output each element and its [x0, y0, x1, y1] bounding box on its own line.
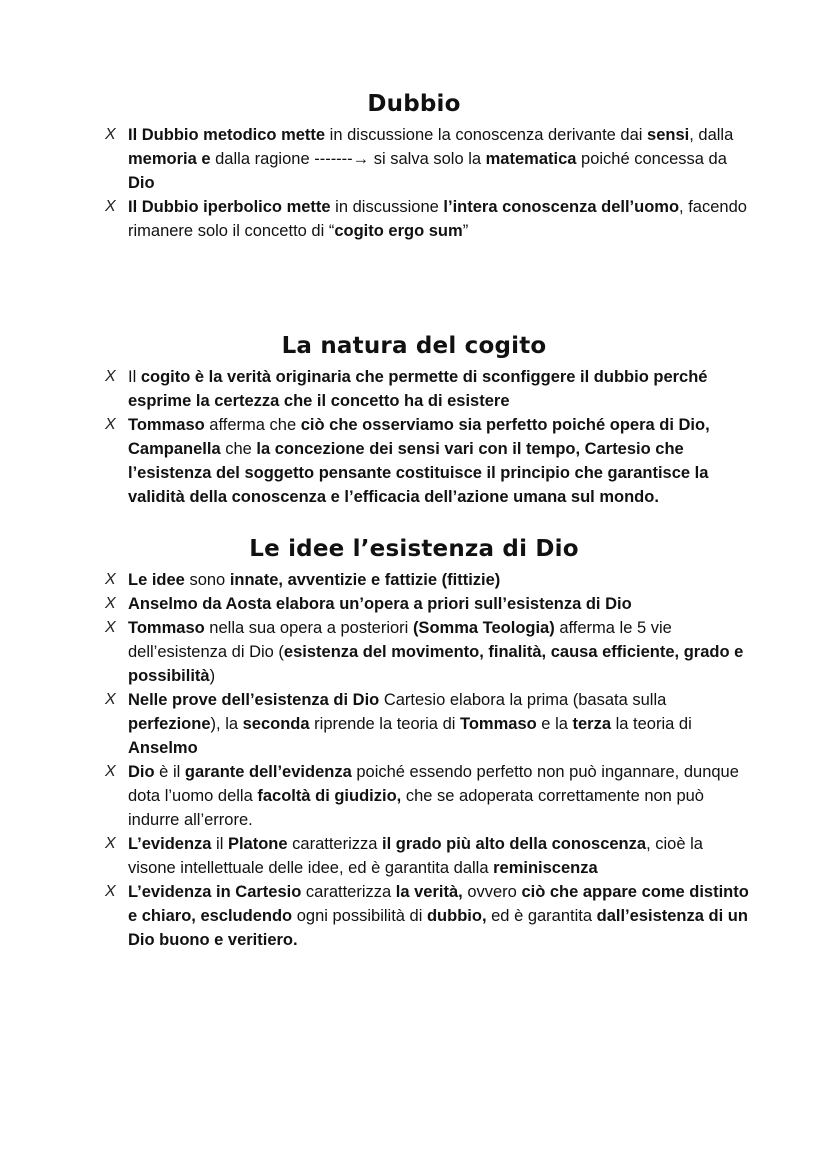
bold-text: garante dell’evidenza: [184, 763, 352, 781]
x-bullet-icon: X: [105, 835, 116, 852]
bold-text: perfezione: [128, 715, 211, 733]
list-item: [0, 568, 828, 592]
bullet-list: [0, 123, 828, 243]
text: in discussione la conoscenza derivante dai: [325, 126, 648, 144]
text: la teoria di: [611, 715, 692, 733]
text: che: [220, 440, 257, 458]
bold-text: innate, avventizie e fattizie (fittizie): [229, 571, 501, 589]
x-bullet-icon: X: [105, 368, 116, 385]
text: ogni possibilità di: [292, 907, 427, 925]
bold-text: sensi: [647, 126, 690, 144]
x-bullet-icon: X: [105, 619, 116, 636]
text: , facendo rimanere solo il concetto di “: [128, 198, 747, 240]
text: afferma che: [204, 416, 301, 434]
text: che se adoperata correttamente non può indurre all’errore.: [128, 787, 704, 829]
text: è il: [154, 763, 185, 781]
bold-text: Le idee: [128, 571, 185, 589]
text: ed è garantita: [486, 907, 597, 925]
section-dubbio: [0, 89, 828, 243]
bold-text: memoria e: [128, 150, 211, 168]
bold-text: il grado più alto della conoscenza: [382, 835, 647, 853]
text: , cioè la visone intellettuale delle idee, ed è garantita dalla: [128, 835, 703, 877]
x-bullet-icon: X: [105, 416, 116, 433]
list-item: [0, 880, 828, 952]
bold-text: ciò che appare come distinto e chiaro, escludendo: [128, 883, 749, 925]
text: Cartesio elabora la prima (basata sulla: [379, 691, 667, 709]
bold-text: Tommaso: [460, 715, 537, 733]
bold-text: Tommaso: [128, 619, 205, 637]
section-heading: Le idee l’esistenza di Dio: [249, 536, 579, 562]
bold-text: dubbio,: [426, 907, 487, 925]
list-item: [0, 413, 828, 509]
bold-text: la verità,: [395, 883, 463, 901]
list-item: [0, 195, 828, 243]
bold-text: seconda: [242, 715, 310, 733]
x-bullet-icon: X: [105, 198, 116, 215]
x-bullet-icon: X: [105, 691, 116, 708]
text: nella sua opera a posteriori: [204, 619, 413, 637]
text: Il: [128, 368, 141, 386]
bold-text: (Somma Teologia): [412, 619, 555, 637]
bold-text: Il Dubbio metodico mette: [128, 126, 326, 144]
text: in discussione: [330, 198, 444, 216]
bold-text: Nelle prove dell’esistenza di Dio: [128, 691, 380, 709]
text: sono: [184, 571, 230, 589]
text: poiché essendo perfetto non può ingannare, dunque dota l’uomo della: [128, 763, 739, 805]
list-item: [0, 592, 828, 616]
bold-text: matematica: [485, 150, 577, 168]
list-item: [0, 123, 828, 195]
bold-text: facoltà di giudizio,: [257, 787, 402, 805]
bold-text: L’evidenza: [128, 835, 212, 853]
text: caratterizza: [301, 883, 396, 901]
text: dalla ragione -------→ si salva solo la: [210, 150, 486, 168]
text: afferma le 5 vie dell’esistenza di Dio (: [128, 619, 672, 661]
list-item: [0, 365, 828, 413]
bold-text: Anselmo: [128, 739, 198, 757]
text: caratterizza: [287, 835, 383, 853]
text: ): [209, 667, 216, 685]
section-natura-cogito: [0, 331, 828, 509]
x-bullet-icon: X: [105, 571, 116, 588]
list-item: [0, 760, 828, 832]
text: poiché concessa da: [576, 150, 727, 168]
bold-text: l’intera conoscenza dell’uomo: [443, 198, 680, 216]
list-item: [0, 688, 828, 760]
bold-text: Dio: [128, 174, 155, 192]
bold-text: cogito ergo sum: [334, 222, 463, 240]
x-bullet-icon: X: [105, 883, 116, 900]
bold-text: Platone: [227, 835, 288, 853]
bold-text: terza: [572, 715, 612, 733]
x-bullet-icon: X: [105, 595, 116, 612]
x-bullet-icon: X: [105, 126, 116, 143]
bold-text: Dio: [128, 763, 155, 781]
text: il: [211, 835, 228, 853]
bold-text: reminiscenza: [493, 859, 598, 877]
bold-text: cogito è la verità originaria che permette di sconfiggere il dubbio perché esprime la certezza che il concetto ha di esistere: [128, 368, 708, 410]
bold-text: Tommaso: [128, 416, 205, 434]
list-item: [0, 832, 828, 880]
bullet-list: [0, 365, 828, 509]
section-heading: Dubbio: [367, 91, 461, 117]
bold-text: la concezione dei sensi vari con il tempo, Cartesio che l’esistenza del soggetto pensante costituisce il principio che garantisce la validità della conoscenza e l’efficacia dell’azione umana sul mondo.: [128, 440, 709, 506]
text: , dalla: [689, 126, 734, 144]
bold-text: L’evidenza in Cartesio: [128, 883, 302, 901]
text: ”: [462, 222, 469, 240]
bold-text: esistenza del movimento, finalità, causa efficiente, grado e possibilità: [128, 643, 744, 685]
text: ovvero: [462, 883, 522, 901]
text: riprende la teoria di: [309, 715, 460, 733]
x-bullet-icon: X: [105, 763, 116, 780]
section-idee-esistenza-dio: [0, 534, 828, 952]
bold-text: Anselmo da Aosta elabora un’opera a priori sull’esistenza di Dio: [128, 595, 632, 613]
section-heading: La natura del cogito: [281, 333, 547, 359]
text: e la: [536, 715, 573, 733]
list-item: [0, 616, 828, 688]
bold-text: dall’esistenza di un Dio buono e veritiero.: [128, 907, 748, 949]
text: ), la: [210, 715, 243, 733]
bold-text: Il Dubbio iperbolico mette: [128, 198, 331, 216]
bold-text: ciò che osserviamo sia perfetto poiché opera di Dio, Campanella: [128, 416, 710, 458]
bullet-list: [0, 568, 828, 952]
